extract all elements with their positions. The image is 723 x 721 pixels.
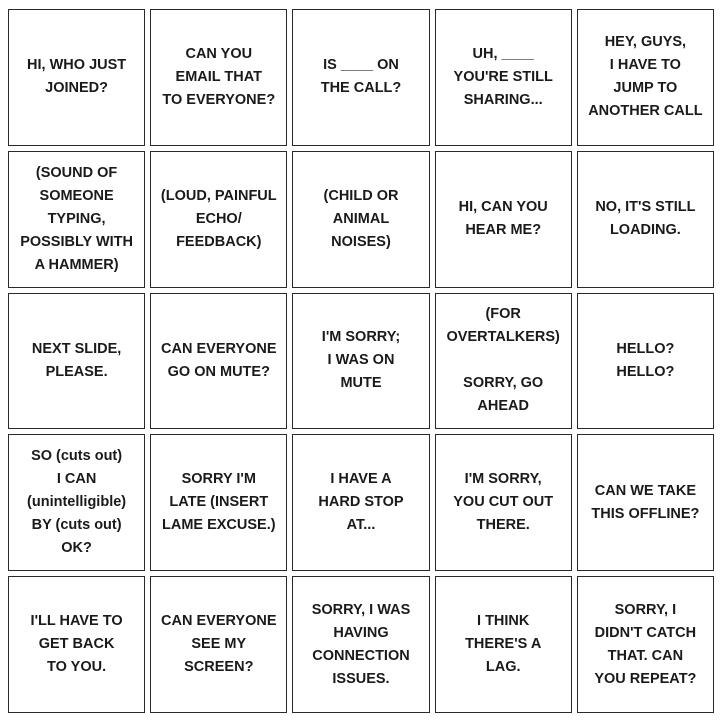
bingo-cell: IS ____ ON THE CALL? (292, 9, 429, 146)
bingo-cell: HELLO? HELLO? (577, 293, 714, 430)
bingo-cell: NO, IT'S STILL LOADING. (577, 151, 714, 288)
bingo-cell: (LOUD, PAINFUL ECHO/ FEEDBACK) (150, 151, 287, 288)
bingo-cell: (FOR OVERTALKERS) SORRY, GO AHEAD (435, 293, 572, 430)
bingo-cell: SORRY I'M LATE (INSERT LAME EXCUSE.) (150, 434, 287, 571)
bingo-cell: SORRY, I WAS HAVING CONNECTION ISSUES. (292, 576, 429, 713)
bingo-cell: (SOUND OF SOMEONE TYPING, POSSIBLY WITH A HAMMER) (8, 151, 145, 288)
bingo-cell: CAN EVERYONE SEE MY SCREEN? (150, 576, 287, 713)
bingo-cell: HI, CAN YOU HEAR ME? (435, 151, 572, 288)
bingo-cell: CAN YOU EMAIL THAT TO EVERYONE? (150, 9, 287, 146)
bingo-cell: (CHILD OR ANIMAL NOISES) (292, 151, 429, 288)
bingo-cell: HI, WHO JUST JOINED? (8, 9, 145, 146)
bingo-cell: I'M SORRY, YOU CUT OUT THERE. (435, 434, 572, 571)
bingo-cell: SO (cuts out) I CAN (unintelligible) BY (cuts out) OK? (8, 434, 145, 571)
bingo-cell: HEY, GUYS, I HAVE TO JUMP TO ANOTHER CALL (577, 9, 714, 146)
bingo-cell: I HAVE A HARD STOP AT... (292, 434, 429, 571)
bingo-cell: I'LL HAVE TO GET BACK TO YOU. (8, 576, 145, 713)
bingo-cell: SORRY, I DIDN'T CATCH THAT. CAN YOU REPEAT? (577, 576, 714, 713)
bingo-cell: CAN WE TAKE THIS OFFLINE? (577, 434, 714, 571)
bingo-cell: UH, ____ YOU'RE STILL SHARING... (435, 9, 572, 146)
bingo-cell: CAN EVERYONE GO ON MUTE? (150, 293, 287, 430)
bingo-cell: I THINK THERE'S A LAG. (435, 576, 572, 713)
bingo-board (8, 9, 714, 713)
bingo-cell: I'M SORRY; I WAS ON MUTE (292, 293, 429, 430)
bingo-cell: NEXT SLIDE, PLEASE. (8, 293, 145, 430)
